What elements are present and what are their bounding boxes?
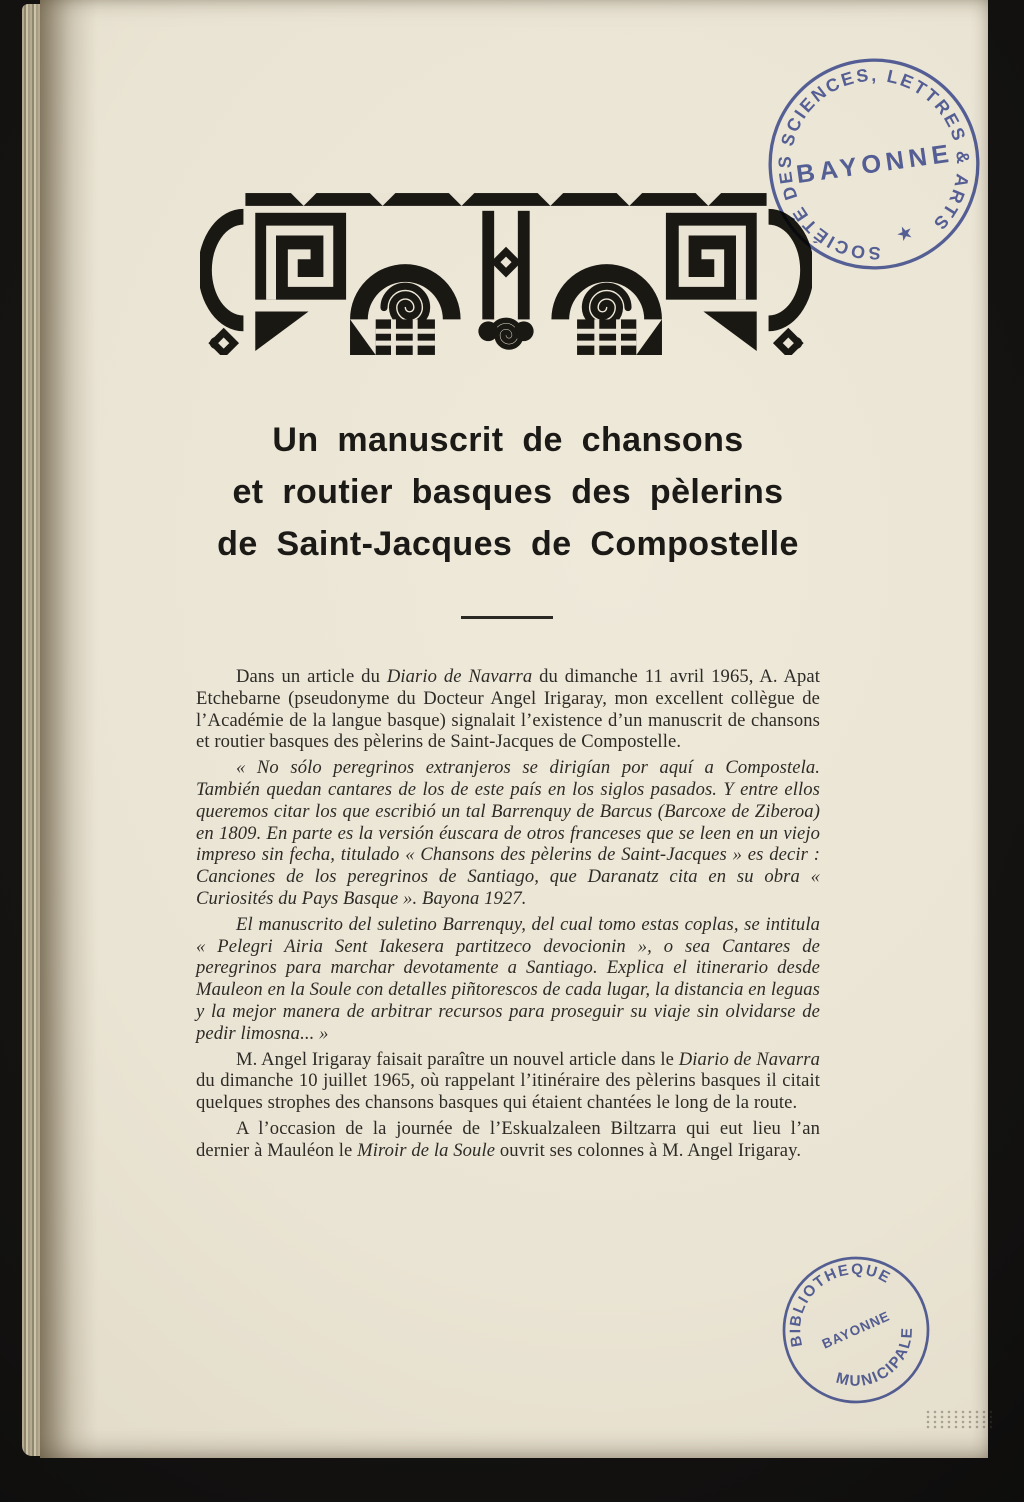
paragraph xyxy=(196,666,820,753)
book-page-edges xyxy=(22,4,42,1456)
library-stamp-center-text: BAYONNE xyxy=(819,1308,893,1352)
text-run: du dimanche 10 juillet 1965, où rappelant l’itinéraire des pèlerins basques il citait quelques strophes des chansons basques qui étaient chantées le long de la route. xyxy=(196,1070,820,1114)
italic-text-run: Diario de Navarra xyxy=(386,666,533,687)
title-line-1: Un manuscrit de chansons xyxy=(272,421,744,459)
body-text xyxy=(196,666,820,1166)
title-line-3: de Saint-Jacques de Compostelle xyxy=(217,525,799,563)
title-line-2: et routier basques des pèlerins xyxy=(232,473,784,511)
basque-frieze-ornament xyxy=(200,193,812,355)
library-stamp xyxy=(766,1240,946,1420)
italic-text-run: El manuscrito del suletino Barrenquy, del cual tomo estas coplas, se intitula « Pelegri Airia Sent Iakesera partitzeco devocionin », o sea Cantares de peregrinos para marchar devotamente a Santiago. Explica el itinerario desde Mauleon en la Soule con detalles piñtorescos de cada lugar, la distancia en leguas y la mejor manera de arbitrar recursos para proseguir su viaje sin olvidarse de pedir limosna... » xyxy=(196,913,820,1044)
paragraph xyxy=(196,1049,820,1114)
text-run: A l’occasion de la journée de l’Eskualzaleen Biltzarra qui eut lieu l’an dernier à Mauléon le xyxy=(196,1117,820,1161)
italic-text-run: Diario de Navarra xyxy=(678,1048,820,1070)
text-run: du dimanche 11 avril 1965, A. Apat Etchebarne (pseudonyme du Docteur Angel Irigaray, mon excellent collègue de l’Académie de la langue basque) signalait l’existence d’un manuscrit de chansons et routier basques des pèlerins de Saint-Jacques de Compostelle. xyxy=(196,666,821,753)
page-title xyxy=(136,414,880,570)
text-run: Dans un article du xyxy=(236,666,387,687)
paragraph xyxy=(196,1118,820,1162)
paragraph xyxy=(196,914,820,1045)
library-stamp-arc-bottom: MUNICIPALE xyxy=(834,1325,916,1390)
society-stamp-ring-text: SOCIÉTÉ DES SCIENCES, LETTRES & ARTS xyxy=(774,64,974,264)
text-run: M. Angel Irigaray faisait paraître un nouvel article dans le xyxy=(236,1048,679,1070)
title-divider xyxy=(461,616,553,619)
italic-text-run: « No sólo peregrinos extranjeros se dirigían por aquí a Compostela. También quedan cantares de los de este país en los siglos pasados. Y entre ellos queremos citar los que escribió un tal Barrenquy de Barcus (Barcoxe de Ziberoa) en 1809. En parte es la versión éuscara de otros franceses que se leen en un viejo impreso sin fecha, titulado « Chansons des pèlerins de Saint-Jacques » es decir : Canciones de los peregrinos de Santiago, que Daranatz cita en su obra « Curiosités du Pays Basque ». Bayona 1927. xyxy=(196,757,820,909)
society-stamp xyxy=(756,46,992,282)
italic-text-run: Miroir de la Soule xyxy=(357,1139,496,1161)
society-stamp-center-text: BAYONNE xyxy=(794,139,956,190)
library-stamp-arc-top: BIBLIOTHEQUE xyxy=(787,1261,895,1349)
paragraph xyxy=(196,757,820,910)
text-run: ouvrit ses colonnes à M. Angel Irigaray. xyxy=(495,1139,802,1161)
star-icon: ★ xyxy=(893,220,918,248)
gutter-shadow xyxy=(40,0,98,1458)
